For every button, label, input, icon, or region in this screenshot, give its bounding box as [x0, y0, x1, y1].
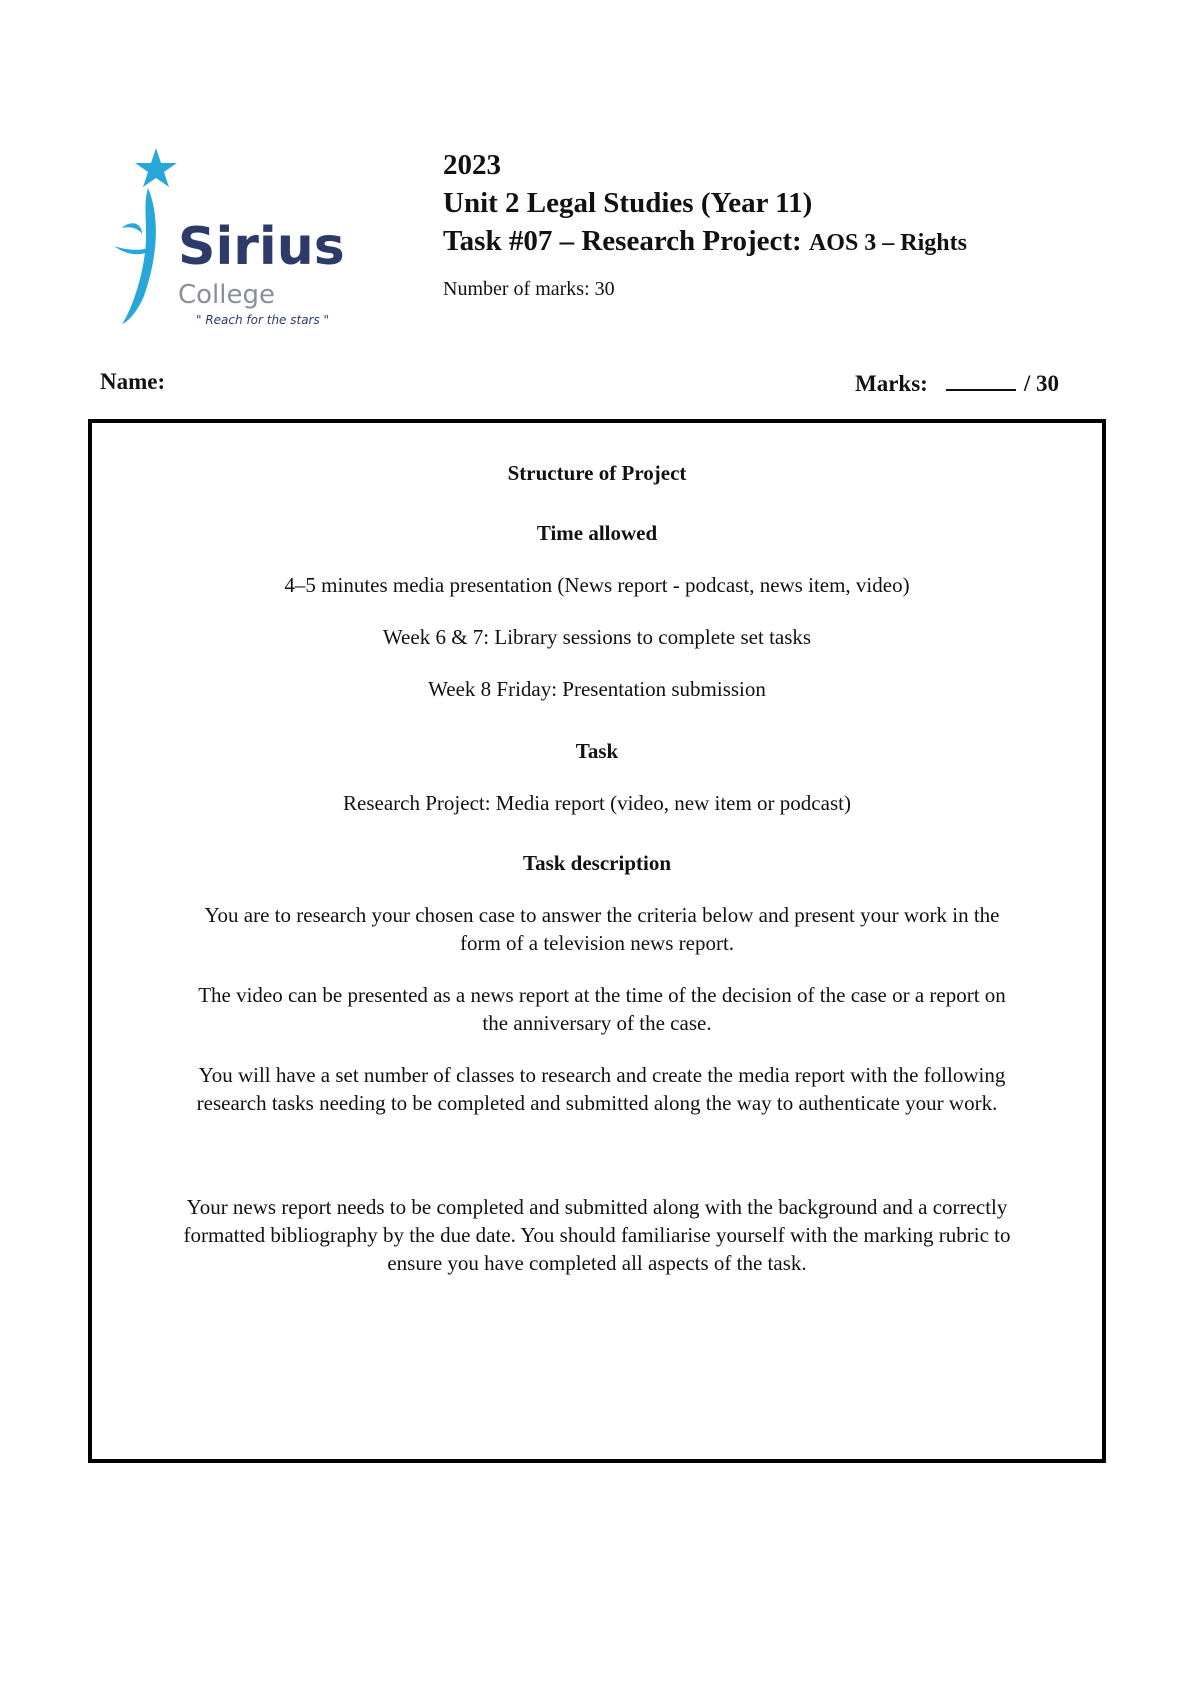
logo-name: Sirius	[178, 217, 345, 277]
logo-tagline: " Reach for the stars "	[196, 313, 330, 327]
header-task	[443, 222, 1123, 262]
description-line: The video can be presented as a news report at the time of the decision of the case or a report on	[198, 983, 1006, 1007]
marks-label: Marks:	[855, 371, 928, 396]
final-line: Your news report needs to be completed and submitted along with the background and a correctly	[186, 1195, 1008, 1219]
project-structure-box	[88, 419, 1106, 1463]
header-unit: Unit 2 Legal Studies (Year 11)	[443, 187, 813, 219]
time-item: Week 6 & 7: Library sessions to complete set tasks	[382, 625, 812, 649]
task-main: Task #07 – Research Project:	[443, 225, 809, 257]
task-text: Research Project: Media report (video, new item or podcast)	[343, 791, 851, 815]
time-item: Week 8 Friday: Presentation submission	[428, 677, 766, 701]
description-line: You will have a set number of classes to research and create the media report with the following	[198, 1063, 1006, 1087]
name-label: Name:	[100, 369, 166, 394]
star-figure-icon	[108, 146, 348, 332]
final-line: ensure you have completed all aspects of the task.	[387, 1251, 807, 1275]
document-header	[443, 146, 1123, 302]
logo-subname: College	[178, 280, 276, 310]
description-line: research tasks needing to be completed and submitted along the way to authenticate your work.	[196, 1091, 998, 1115]
time-item: 4–5 minutes media presentation (News report - podcast, news item, video)	[284, 573, 910, 597]
description-line: the anniversary of the case.	[482, 1011, 712, 1035]
number-of-marks: Number of marks: 30	[443, 278, 615, 300]
task-aos: AOS 3 – Rights	[808, 230, 967, 256]
marks-blank[interactable]	[946, 367, 1016, 391]
description-line: You are to research your chosen case to answer the criteria below and present your work in the	[204, 903, 1000, 927]
final-line: formatted bibliography by the due date. You should familiarise yourself with the marking rubric to	[183, 1223, 1011, 1247]
marks-field	[855, 367, 1059, 399]
structure-heading: Structure of Project	[507, 461, 687, 485]
task-heading: Task	[575, 739, 619, 763]
time-allowed-heading: Time allowed	[536, 521, 658, 545]
description-line: form of a television news report.	[459, 931, 735, 955]
sirius-college-logo	[108, 146, 348, 332]
task-description-heading: Task description	[522, 851, 671, 875]
marks-total: / 30	[1023, 371, 1059, 396]
header-year: 2023	[443, 149, 501, 181]
